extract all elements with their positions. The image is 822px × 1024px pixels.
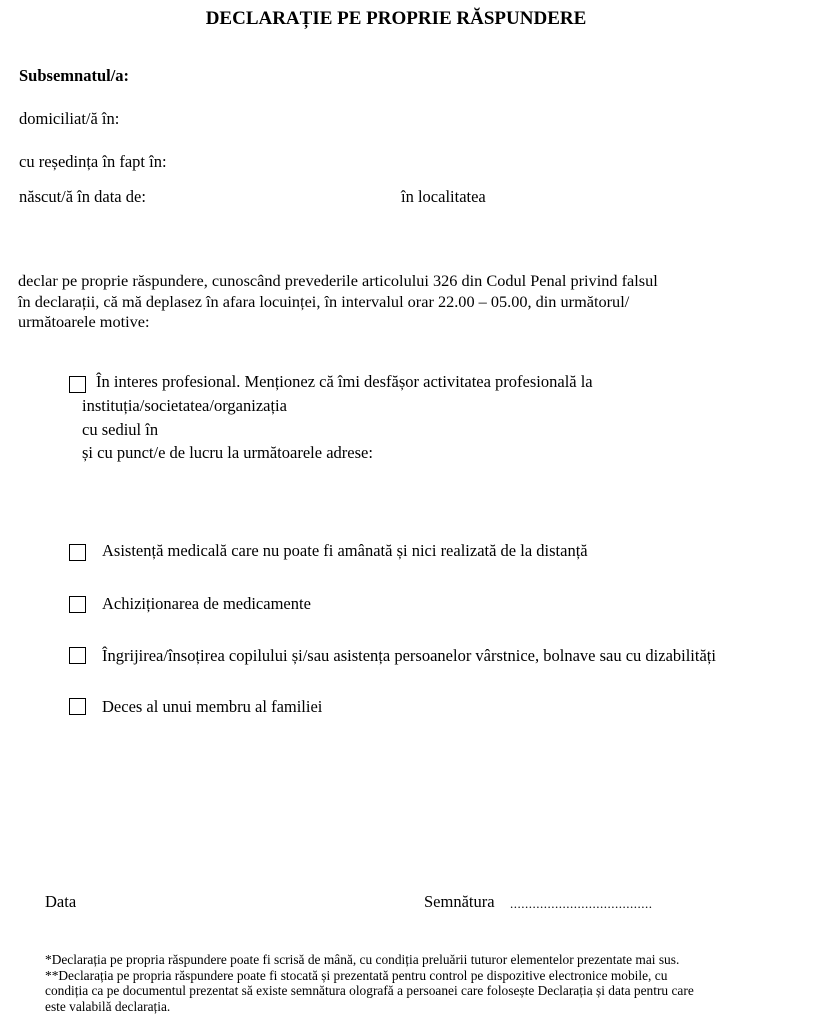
professional-institution-label: instituția/societatea/organizația	[82, 396, 287, 415]
medication-checkbox[interactable]	[69, 596, 86, 613]
footnote-1: *Declarația pe propria răspundere poate fi scrisă de mână, cu condiția preluării tuturor elementelor prezentate mai sus.	[45, 952, 680, 967]
care-checkbox[interactable]	[69, 647, 86, 664]
undersigned-label: Subsemnatul/a:	[19, 66, 130, 85]
footnote-2: **Declarația pe propria răspundere poate fi stocată și prezentată pentru control pe dispozitive electronice mobile, cu	[45, 967, 668, 983]
professional-line: În interes profesional. Menționez că îmi desfășor activitatea profesională la	[96, 372, 593, 391]
birth-date-label: născut/ă în data de:	[19, 187, 146, 206]
page-title: DECLARAȚIE PE PROPRIE RĂSPUNDERE	[205, 8, 587, 29]
professional-seat-label: cu sediul în	[82, 419, 159, 439]
birth-place-label: în localitatea	[401, 187, 486, 206]
domicile-label: domiciliat/ă în:	[19, 109, 120, 128]
footnote-2-continued: condiția ca pe documentul prezentat să existe semnătura olografă a persoanei care folosește Declarația și data pentru care	[45, 983, 694, 999]
signature-line: ......................................	[510, 896, 653, 911]
signature-label: Semnătura	[424, 892, 495, 911]
footnote-2-end: este valabilă declarația.	[45, 998, 171, 1014]
declaration-line: declar pe proprie răspundere, cunoscând prevederile articolului 326 din Codul Penal privind falsul	[18, 271, 658, 290]
professional-details	[82, 394, 373, 465]
death-checkbox[interactable]	[69, 698, 86, 715]
declaration-line: în declarații, că mă deplasez în afara locuinței, în intervalul orar 22.00 – 05.00, din următorul/	[18, 291, 630, 311]
residence-label: cu reședința în fapt în:	[19, 152, 167, 171]
date-label: Data	[45, 892, 77, 911]
professional-checkbox[interactable]	[69, 376, 86, 393]
medication-option-label: Achiziționarea de medicamente	[102, 594, 311, 613]
professional-addresses-label: și cu punct/e de lucru la următoarele adrese:	[82, 443, 373, 462]
declaration-paragraph	[18, 271, 778, 333]
professional-option	[96, 370, 593, 394]
care-option-label: Îngrijirea/însoțirea copilului și/sau asistența persoanelor vârstnice, bolnave sau cu dizabilități	[102, 646, 716, 665]
medical-checkbox[interactable]	[69, 544, 86, 561]
medical-option-label: Asistență medicală care nu poate fi amânată și nici realizată de la distanță	[102, 541, 588, 560]
death-option-label: Deces al unui membru al familiei	[102, 697, 323, 716]
declaration-line: următoarele motive:	[18, 312, 150, 331]
footnotes	[45, 952, 694, 1014]
